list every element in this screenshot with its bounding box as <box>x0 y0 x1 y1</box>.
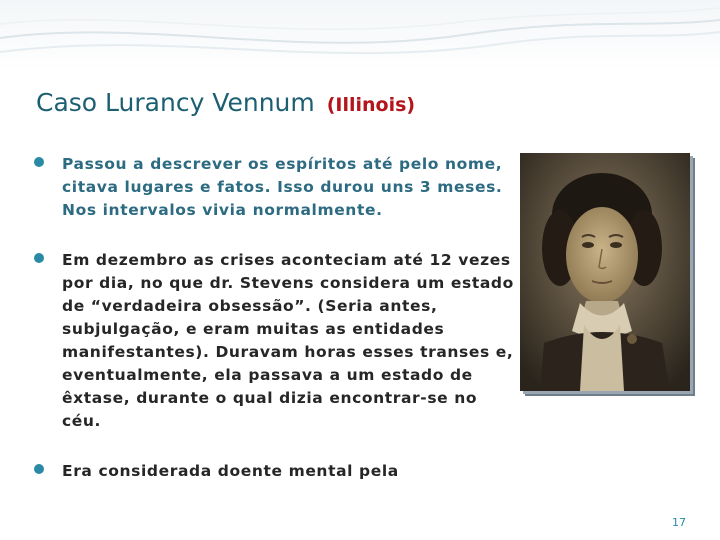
portrait-illustration <box>520 153 690 391</box>
bullet-item <box>34 460 514 483</box>
bullet-item <box>34 153 514 222</box>
title-text: Caso Lurancy Vennum <box>36 88 315 117</box>
bullet-dot-icon <box>34 157 44 167</box>
header-wave-decoration <box>0 0 720 70</box>
bullet-text: Passou a descrever os espíritos até pelo nome, citava lugares e fatos. Isso durou uns 3 meses. Nos intervalos vivia normalmente. <box>62 155 503 219</box>
portrait-photo <box>520 153 690 391</box>
bullet-text: Era considerada doente mental pela <box>62 462 399 480</box>
page-number: 17 <box>672 516 686 529</box>
slide-title <box>36 88 415 117</box>
bullet-text: Em dezembro as crises aconteciam até 12 vezes por dia, no que dr. Stevens considera um estado de “verdadeira obsessão”. (Seria antes, subjulgação, e eram muitas as entidades manifestantes). Duravam horas esses transes e, eventualmente, ela passava a um estado de êxtase, durante o qual dizia encontrar-se no céu. <box>62 251 514 430</box>
title-location-tag: (Illinois) <box>326 94 416 116</box>
header-band <box>0 0 720 70</box>
bullet-dot-icon <box>34 253 44 263</box>
bullet-dot-icon <box>34 464 44 474</box>
bullet-list <box>34 153 514 510</box>
bullet-item <box>34 249 514 433</box>
